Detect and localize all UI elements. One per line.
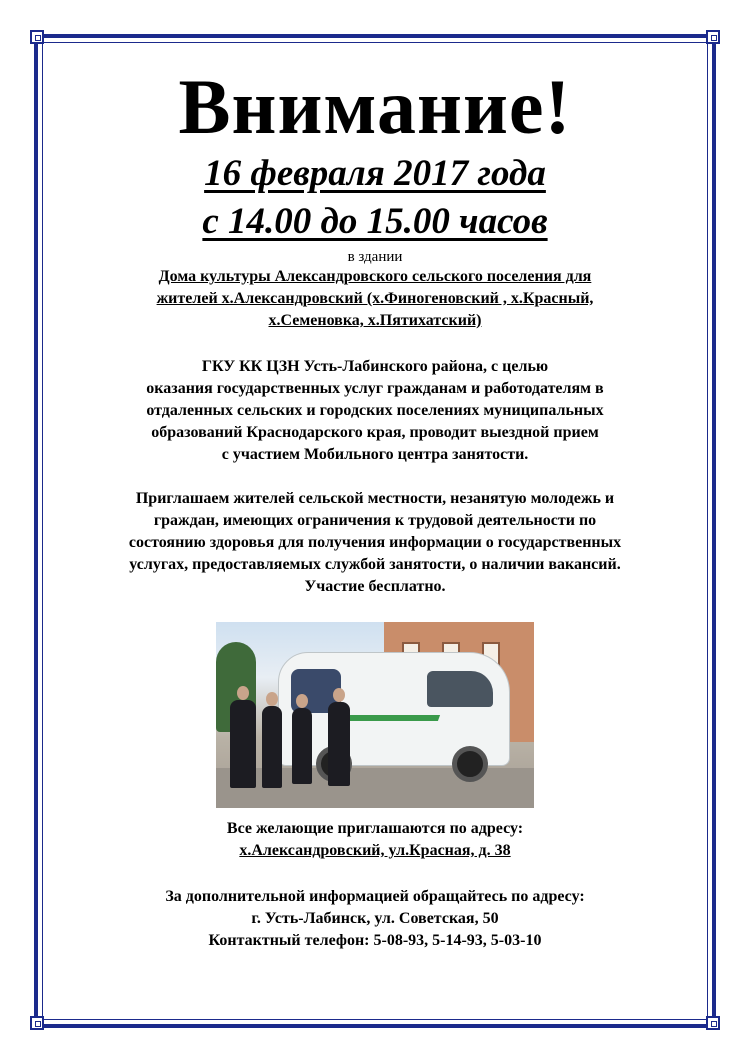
contact-heading: За дополнительной информацией обращайтесь по адресу: [165, 888, 585, 905]
paragraph-invitation [50, 488, 700, 598]
paragraph-organizer [50, 356, 700, 466]
paragraph-line: отдаленных сельских и городских поселениях муниципальных [146, 402, 604, 419]
paragraph-line: услугах, предоставляемых службой занятости, о наличии вакансий. [129, 556, 621, 573]
person-shape [328, 702, 350, 786]
event-date: 16 февраля 2017 года [204, 153, 546, 194]
page-title: Внимание! [178, 63, 572, 150]
venue-line: х.Семеновка, х.Пятихатский) [268, 312, 482, 329]
person-shape [292, 708, 312, 784]
venue-line: жителей х.Александровский (х.Финогеновский , х.Красный, [156, 290, 594, 307]
paragraph-line: Участие бесплатно. [304, 578, 446, 595]
paragraph-line: ГКУ КК ЦЗН Усть-Лабинского района, с целью [201, 358, 549, 375]
invite-heading: Все желающие приглашаются по адресу: [226, 820, 524, 837]
paragraph-line: состоянию здоровья для получения информации о государственных [128, 534, 622, 551]
venue-block [50, 266, 700, 332]
paragraph-line: с участием Мобильного центра занятости. [221, 446, 529, 463]
contact-address: г. Усть-Лабинск, ул. Советская, 50 [251, 910, 499, 927]
corner-ornament [706, 30, 720, 44]
person-shape [262, 706, 282, 788]
corner-ornament [706, 1016, 720, 1030]
contact-phone: Контактный телефон: 5-08-93, 5-14-93, 5-03-10 [208, 932, 542, 949]
venue-line: Дома культуры Александровского сельского поселения для [158, 268, 592, 285]
paragraph-line: Приглашаем жителей сельской местности, незанятую молодежь и [135, 490, 615, 507]
invite-address: х.Александровский, ул.Красная, д. 38 [239, 842, 511, 859]
corner-ornament [30, 1016, 44, 1030]
paragraph-line: граждан, имеющих ограничения к трудовой деятельности по [153, 512, 597, 529]
contact-block [50, 886, 700, 952]
paragraph-line: образований Краснодарского края, проводит выездной прием [151, 424, 599, 441]
paragraph-line: оказания государственных услуг гражданам и работодателям в [146, 380, 604, 397]
event-time: с 14.00 до 15.00 часов [202, 201, 548, 242]
poster-content [50, 52, 700, 952]
wheel-shape [452, 746, 488, 782]
corner-ornament [30, 30, 44, 44]
person-shape [230, 700, 256, 788]
in-building-label: в здании [347, 249, 403, 265]
mobile-center-photo [216, 622, 534, 808]
